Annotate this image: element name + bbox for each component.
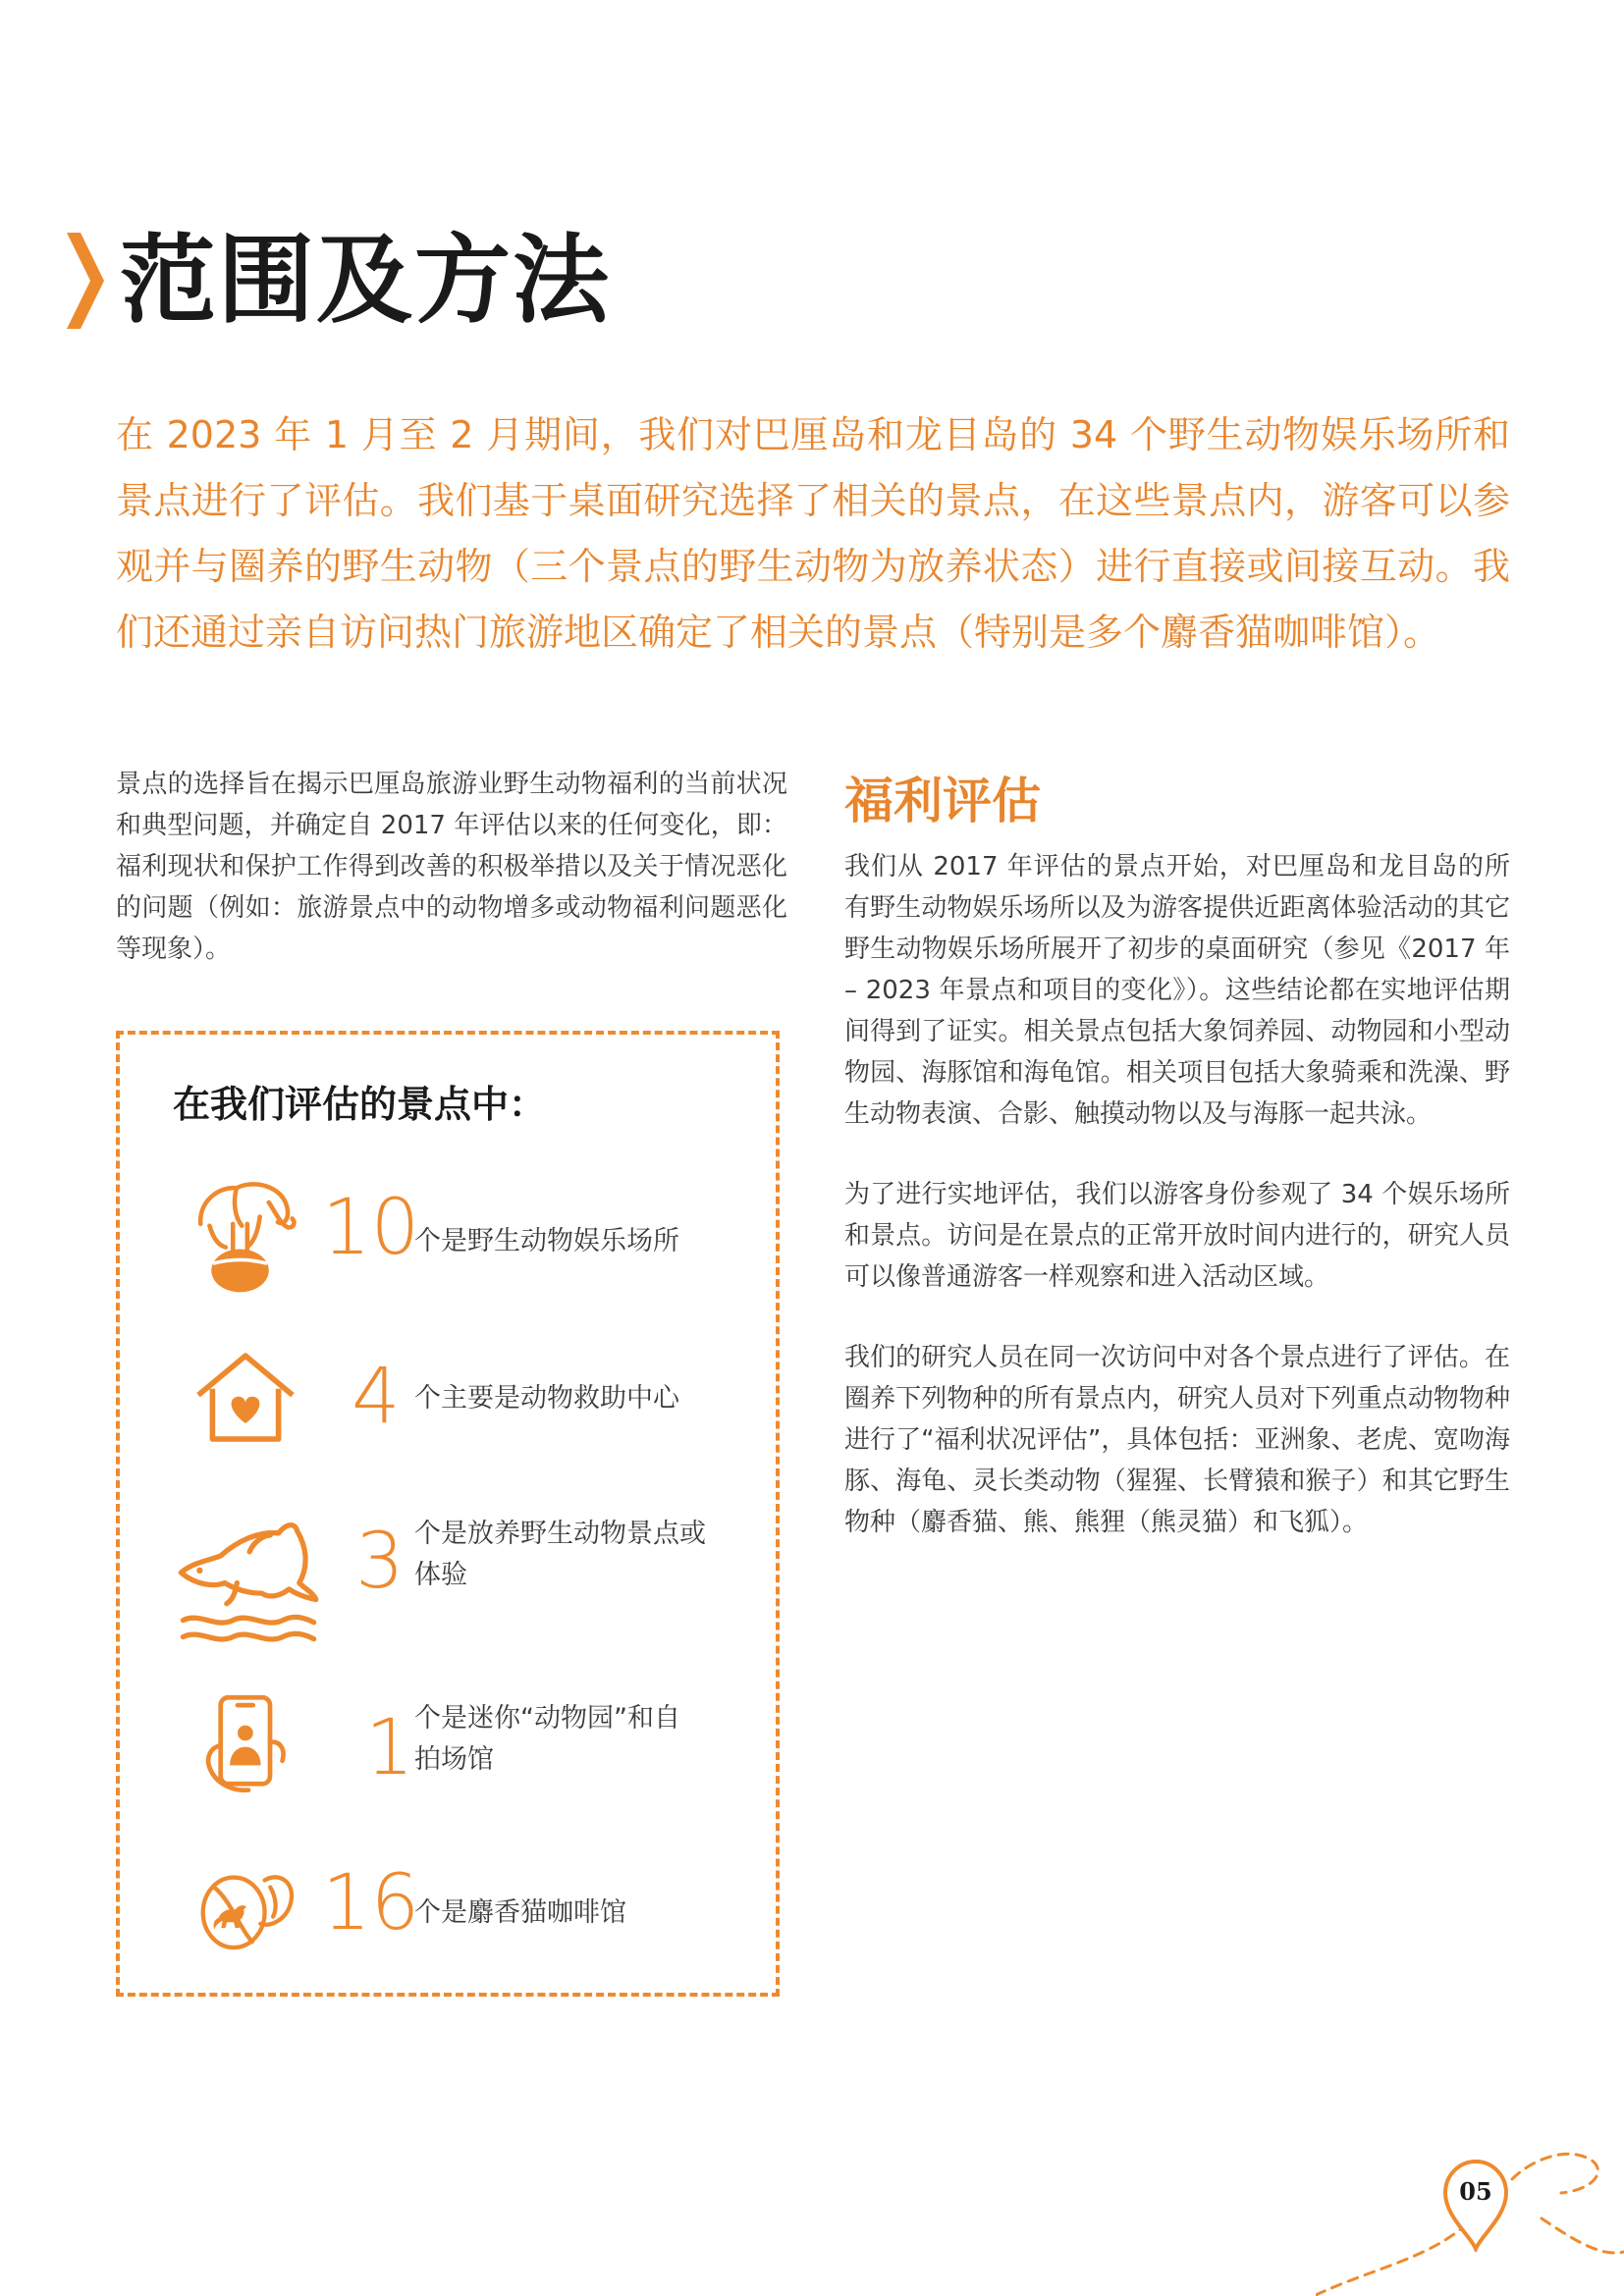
selection-paragraph: 景点的选择旨在揭示巴厘岛旅游业野生动物福利的当前状况和典型问题，并确定自 2017 年评估以来的任何变化，即：福利现状和保护工作得到改善的积极举措以及关于情况恶化的问题（例如：旅游景点中的动物增多或动物福利问题恶化等现象）。 <box>116 770 787 964</box>
stat-item <box>177 1345 766 1492</box>
stat-item <box>177 1688 766 1836</box>
body-paragraph: 为了进行实地评估，我们以游客身份参观了 34 个娱乐场所和景点。访问是在景点的正常开放时间内进行的，研究人员可以像普通游客一样观察和进入活动区域。 <box>844 1180 1510 1292</box>
phone-selfie-icon <box>194 1688 302 1802</box>
stats-box-heading: 在我们评估的景点中： <box>173 1083 547 1126</box>
intro-paragraph: 在 2023 年 1 月至 2 月期间，我们对巴厘岛和龙目岛的 34 个野生动物娱乐场所和景点进行了评估。我们基于桌面研究选择了相关的景点，在这些景点内，游客可以参观并与圈养的野生动物（三个景点的野生动物为放养状态）进行直接或间接互动。我们还通过亲自访问热门旅游地区确定了相关的景点（特别是多个麝香猫咖啡馆）。 <box>116 413 1510 654</box>
welfare-assessment-body <box>844 846 1510 1582</box>
welfare-assessment-heading: 福利评估 <box>844 773 1041 829</box>
stat-label: 个是迷你“动物园”和自拍场馆 <box>414 1703 680 1775</box>
stat-number: 16 <box>322 1859 420 1948</box>
stat-item <box>177 1859 766 2006</box>
stat-number: 1 <box>365 1704 414 1792</box>
stat-label: 个主要是动物救助中心 <box>414 1383 679 1414</box>
title-block <box>67 222 611 340</box>
house-heart-icon <box>190 1345 300 1455</box>
stat-label: 个是野生动物娱乐场所 <box>414 1226 679 1256</box>
page-title: 范围及方法 <box>120 225 612 337</box>
body-paragraph: 我们从 2017 年评估的景点开始，对巴厘岛和龙目岛的所有野生动物娱乐场所以及为游客提供近距离体验活动的其它野生动物娱乐场所展开了初步的桌面研究（参见《2017 年 – 2023 年景点和项目的变化》）。这些结论都在实地评估期间得到了证实。相关景点包括大象饲养园、动物园和小型动物园、海豚馆和海龟馆。相关项目包括大象骑乘和洗澡、野生动物表演、合影、触摸动物以及与海豚一起共泳。 <box>844 852 1510 1129</box>
body-paragraph: 我们的研究人员在同一次访问中对各个景点进行了评估。在圈养下列物种的所有景点内，研究人员对下列重点动物物种进行了“福利状况评估”，具体包括：亚洲象、老虎、宽吻海豚、海龟、灵长类动物（猩猩、长臂猿和猴子）和其它野生物种（麝香猫、熊、熊狸（熊灵猫）和飞狐）。 <box>844 1343 1510 1537</box>
stat-number: 4 <box>352 1353 401 1441</box>
stat-number: 10 <box>322 1184 420 1272</box>
civet-coffee-icon <box>190 1859 302 1957</box>
chevron-right-icon <box>67 233 104 329</box>
dolphin-icon <box>175 1500 320 1645</box>
stat-item <box>177 1500 766 1647</box>
page-number: 05 <box>1459 2177 1492 2206</box>
elephant-ball-icon <box>183 1170 308 1296</box>
stat-label: 个是放养野生动物景点或体验 <box>414 1519 706 1590</box>
stat-number: 3 <box>355 1518 405 1606</box>
stat-item <box>177 1168 766 1315</box>
stat-label: 个是麝香猫咖啡馆 <box>414 1897 626 1928</box>
